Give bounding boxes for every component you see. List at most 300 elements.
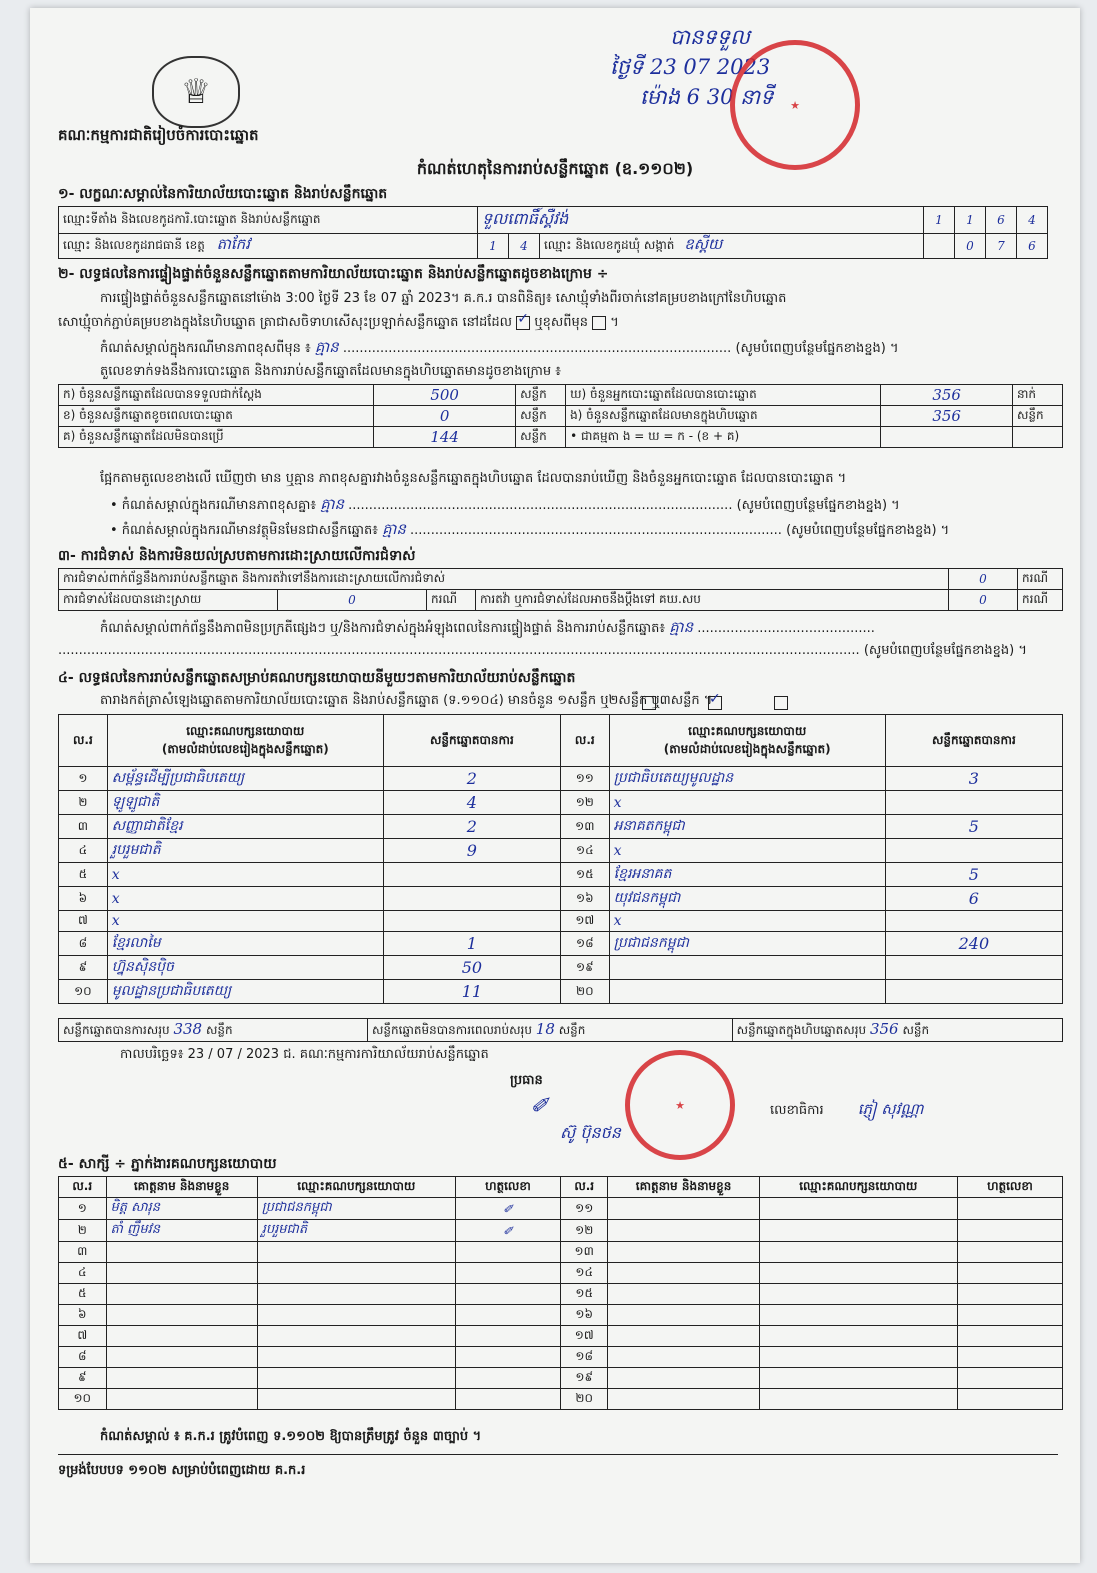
difference-note-label: កំណត់សម្គាល់ក្នុងករណីមានភាពខុសពីមុន ៖	[100, 341, 311, 356]
sheet-count-1-checkbox[interactable]	[642, 696, 656, 710]
total-valid-label: សន្លឹកឆ្នោតបានការសរុប	[63, 1023, 170, 1037]
witness-party	[257, 1305, 455, 1326]
official-stamp-bottom: ★	[625, 1050, 735, 1160]
party-no: ៥	[59, 863, 108, 887]
secretary-line	[770, 1100, 923, 1122]
party-no: ១៣	[560, 815, 609, 839]
complaints-label: ការជំទាស់ពាក់ព័ន្ធនឹងការរាប់សន្លឹកឆ្នោត និងការតវ៉ាទៅនឹងការដោះស្រាយលើការជំទាស់	[59, 569, 949, 590]
witness-name	[608, 1198, 759, 1220]
party-votes: 6	[885, 887, 1062, 911]
party-votes	[885, 839, 1062, 863]
party-votes: 5	[885, 863, 1062, 887]
party-no: ៣	[59, 815, 108, 839]
witness-signature-icon	[455, 1347, 560, 1368]
party-no: ១៧	[560, 911, 609, 932]
witness-name	[106, 1347, 257, 1368]
total-box-value: 356	[869, 1020, 899, 1038]
resolved-value: 0	[278, 590, 427, 611]
witness-signature-icon	[455, 1305, 560, 1326]
location-code-3: 6	[986, 207, 1017, 234]
tally-sheet-text: តារាងកត់ត្រាសំឡេងឆ្នោតតាមការិយាល័យបោះឆ្នោត និងរាប់សន្លឹកឆ្នោត (ទ.១១០៤) មានចំនួន ១សន្លឹក ឬ២សន្លឹក ឬ៣សន្លឹក ។	[100, 693, 713, 708]
fill-hint-4: (សូមបំពេញបន្ថែមផ្នែកខាងខ្នង) ។	[863, 643, 1027, 658]
difference-bullet-value: គ្មាន	[320, 495, 344, 513]
party-name: ប្រជាធិបតេយ្យមូលដ្ឋាន	[609, 767, 885, 791]
witness-col-sign-left: ហត្ថលេខា	[455, 1177, 560, 1198]
witness-table	[58, 1176, 1063, 1410]
sheet-count-3-checkbox-wrap	[774, 692, 788, 711]
complaints-table	[58, 568, 1063, 611]
col-party-right	[609, 715, 885, 767]
witness-signature	[957, 1326, 1062, 1347]
witness-name	[106, 1368, 257, 1389]
witness-signature	[957, 1242, 1062, 1263]
witness-name	[608, 1220, 759, 1242]
count-value-2	[881, 427, 1013, 448]
witness-row	[59, 1305, 1063, 1326]
witness-signature	[957, 1305, 1062, 1326]
count-unit: សន្លឹក	[516, 406, 566, 427]
foreign-object-value: គ្មាន	[382, 520, 406, 538]
witness-party	[759, 1347, 957, 1368]
count-label-2: ឃ) ចំនួនអ្នកបោះឆ្នោតដែលបានបោះឆ្នោត	[566, 385, 881, 406]
party-name: x	[609, 839, 885, 863]
witness-no: ១៩	[560, 1368, 608, 1389]
section1-table	[58, 206, 1048, 259]
party-results-table	[58, 714, 1063, 1004]
witness-signature-icon	[455, 1389, 560, 1410]
difference-note-value: គ្មាន	[314, 338, 339, 356]
section2-heading: ២- លទ្ធផលនៃការផ្ទៀងផ្ទាត់ចំនួនសន្លឹកឆ្នោតតាមការិយាល័យបោះឆ្នោត និងរាប់សន្លឹកឆ្នោតដូចខាងក្រោម ÷	[58, 266, 609, 282]
commune-value: ឧស្ដីយ	[684, 235, 723, 253]
difference-bullet-label: • កំណត់សម្គាល់ក្នុងករណីមានភាពខុសគ្នា៖	[110, 498, 317, 513]
section1-heading: ១- លក្ខណៈសម្គាល់នៃការិយាល័យបោះឆ្នោត និងរាប់សន្លឹកឆ្នោត	[58, 186, 388, 202]
location-value: ទួលពោធិ៍ស្គឺវង់	[478, 207, 924, 234]
chair-signature-icon: ✐	[530, 1094, 549, 1119]
count-value: 0	[374, 406, 516, 427]
witness-col-sign-right: ហត្ថលេខា	[957, 1177, 1062, 1198]
difference-note-line: កំណត់សម្គាល់ក្នុងករណីមានភាពខុសពីមុន ៖ គ្មាន .............................................................................................. (សូមបំពេញបន្ថែមផ្នែកខាងខ្នង) ។	[100, 338, 899, 356]
party-name: ខ្មែរអនាគត	[609, 863, 885, 887]
witness-col-no-right: ល.រ	[560, 1177, 608, 1198]
witness-col-party-right: ឈ្មោះគណបក្សនយោបាយ	[759, 1177, 957, 1198]
party-no: ១៨	[560, 932, 609, 956]
commune-code-3: 6	[1017, 234, 1048, 259]
witness-party: ប្រជាជនកម្ពុជា	[257, 1198, 455, 1220]
count-value: 144	[374, 427, 516, 448]
province-code-2: 4	[509, 234, 540, 259]
party-votes: 11	[383, 980, 560, 1004]
witness-party	[257, 1263, 455, 1284]
witness-col-name-left: គោត្តនាម និងនាមខ្លួន	[106, 1177, 257, 1198]
total-invalid-unit: សន្លឹក	[558, 1023, 586, 1037]
count-label-2: • ជាគម្មតា ង = ឃ = ក - (ខ + គ)	[566, 427, 881, 448]
witness-no: ១៦	[560, 1305, 608, 1326]
party-no: ៦	[59, 887, 108, 911]
nec-emblem-icon: ♕	[152, 56, 240, 128]
irregularity-note-label: កំណត់សម្គាល់ពាក់ព័ន្ធនឹងភាពមិនប្រក្រតីផ្សេងៗ ឬ/និងការជំទាស់ក្នុងអំឡុងពេលនៃការផ្ទៀងផ្ទាត់ និងការរាប់សន្លឹកឆ្នោត៖	[100, 621, 666, 636]
party-name: ហ្វ៊ុនស៊ិនប៉ិច	[107, 956, 383, 980]
witness-col-party-left: ឈ្មោះគណបក្សនយោបាយ	[257, 1177, 455, 1198]
counts-intro: តួលេខទាក់ទងនឹងការបោះឆ្នោត និងការរាប់សន្លឹកឆ្នោតដែលមានក្នុងហិបឆ្នោតមានដូចខាងក្រោម ៖	[100, 364, 561, 379]
witness-signature	[957, 1389, 1062, 1410]
party-name: x	[609, 791, 885, 815]
province-value: តាកែវ	[216, 235, 250, 253]
col-no-left: ល.រ	[59, 715, 108, 767]
witness-party	[257, 1284, 455, 1305]
difference-bullet: • កំណត់សម្គាល់ក្នុងករណីមានភាពខុសគ្នា៖ គ្មាន ............................................................................................. (សូមបំពេញបន្ថែមផ្នែកខាងខ្នង) ។	[110, 495, 900, 513]
form-title: កំណត់ហេតុនៃការរាប់សន្លឹកឆ្នោត (ឧ.១១០២)	[416, 159, 694, 178]
irregularity-fill-line: .................................................................................................................................................................................................. (សូមបំពេញបន្ថែមផ្នែកខាងខ្នង) ។	[58, 643, 1027, 658]
count-unit-2: សន្លឹក	[1012, 406, 1062, 427]
count-row	[59, 385, 1063, 406]
witness-signature-icon	[455, 1368, 560, 1389]
witness-no: ១៨	[560, 1347, 608, 1368]
col-party-left-sub: (តាមលំដាប់លេខរៀងក្នុងសន្លឹកឆ្នោត)	[161, 741, 329, 756]
count-unit: សន្លឹក	[516, 385, 566, 406]
col-party-left	[107, 715, 383, 767]
table-row	[59, 980, 1063, 1004]
party-name: សញ្ញាជាតិខ្មែរ	[107, 815, 383, 839]
party-no: ១៥	[560, 863, 609, 887]
witness-no: ១៤	[560, 1263, 608, 1284]
table-row	[59, 863, 1063, 887]
section3-heading: ៣- ការជំទាស់ និងការមិនយល់ស្របតាមការដោះស្រាយលើការជំទាស់	[58, 548, 416, 564]
witness-row	[59, 1347, 1063, 1368]
witness-signature	[957, 1368, 1062, 1389]
party-name: ខ្មែរលាមៃ	[107, 932, 383, 956]
table-row	[59, 839, 1063, 863]
witness-party	[759, 1263, 957, 1284]
witness-party	[759, 1198, 957, 1220]
verification-text-2: សោឃ្មុំចាក់ភ្ជាប់គម្របខាងក្នុងនៃហិបឆ្នោត ត្រាជាសចិទាហសើសុះប្រឡាក់សន្លឹកឆ្នោត នៅដដែល ✓ ឬខុសពីមុន ។	[58, 314, 619, 333]
witness-party	[759, 1305, 957, 1326]
witness-row	[59, 1389, 1063, 1410]
footer-note: កំណត់សម្គាល់ ៖ គ.ក.រ ត្រូវបំពេញ ទ.១១០២ ឱ្យបានត្រឹមត្រូវ ចំនួន ៣ច្បាប់ ។	[100, 1429, 482, 1444]
witness-name	[608, 1326, 759, 1347]
appeal-unit: ករណី	[1018, 590, 1063, 611]
count-value-2: 356	[881, 406, 1013, 427]
witness-signature-icon	[455, 1263, 560, 1284]
party-votes	[383, 911, 560, 932]
witness-no: ៩	[59, 1368, 107, 1389]
section5-heading: ៥- សាក្សី ÷ ភ្នាក់ងារគណបក្សនយោបាយ	[58, 1156, 277, 1172]
chair-label: ប្រធាន	[510, 1073, 543, 1088]
fill-hint-2: (សូមបំពេញបន្ថែមផ្នែកខាងខ្នង) ។	[736, 498, 900, 513]
witness-no: ២០	[560, 1389, 608, 1410]
witness-name	[608, 1242, 759, 1263]
party-votes	[885, 956, 1062, 980]
witness-name	[106, 1284, 257, 1305]
party-no: ១២	[560, 791, 609, 815]
province-row	[59, 234, 478, 259]
witness-party	[257, 1326, 455, 1347]
totals-table	[58, 1018, 1063, 1042]
witness-no: ១០	[59, 1389, 107, 1410]
party-name	[609, 980, 885, 1004]
table-row	[59, 815, 1063, 839]
party-votes	[885, 911, 1062, 932]
changed-checkbox[interactable]	[592, 316, 606, 330]
witness-party	[759, 1389, 957, 1410]
party-votes	[383, 863, 560, 887]
witness-row	[59, 1368, 1063, 1389]
witness-col-name-right: គោត្តនាម និងនាមខ្លួន	[608, 1177, 759, 1198]
witness-no: ៥	[59, 1284, 107, 1305]
witness-party	[759, 1242, 957, 1263]
witness-name	[608, 1284, 759, 1305]
location-code-2: 1	[955, 207, 986, 234]
witness-name: តាំ ញឹមវន	[106, 1220, 257, 1242]
tally-sheet-line	[100, 692, 712, 711]
table-row	[59, 887, 1063, 911]
location-code-1: 1	[924, 207, 955, 234]
section4-heading: ៤- លទ្ធផលនៃការរាប់សន្លឹកឆ្នោតសម្រាប់គណបក្សនយោបាយនីមួយៗតាមការិយាល័យរាប់សន្លឹកឆ្នោត	[58, 670, 576, 686]
count-label: ក) ចំនួនសន្លឹកឆ្នោតដែលបានទទួលជាក់ស្ដែង	[59, 385, 374, 406]
commune-code-1: 0	[955, 234, 986, 259]
total-valid-unit: សន្លឹក	[205, 1023, 233, 1037]
col-party-right-sub: (តាមលំដាប់លេខរៀងក្នុងសន្លឹកឆ្នោត)	[663, 741, 831, 756]
table-row	[59, 791, 1063, 815]
total-box-unit: សន្លឹក	[902, 1023, 930, 1037]
table-row	[59, 767, 1063, 791]
count-label: គ) ចំនួនសន្លឹកឆ្នោតដែលមិនបានប្រើ	[59, 427, 374, 448]
party-votes	[885, 980, 1062, 1004]
received-time: ម៉ោង 6 30 នាទី	[640, 85, 774, 109]
witness-no: ២	[59, 1220, 107, 1242]
party-votes: 4	[383, 791, 560, 815]
fill-hint-3: (សូមបំពេញបន្ថែមផ្នែកខាងខ្នង) ។	[786, 523, 950, 538]
party-no: ៨	[59, 932, 108, 956]
witness-name	[608, 1368, 759, 1389]
total-box-cell	[732, 1019, 1062, 1042]
sheet-count-1-checkbox-wrap	[642, 692, 656, 711]
table-row	[59, 911, 1063, 932]
witness-signature	[957, 1347, 1062, 1368]
party-name: x	[107, 887, 383, 911]
party-no: ១៩	[560, 956, 609, 980]
witness-signature-icon: ✐	[455, 1220, 560, 1242]
witness-party	[257, 1368, 455, 1389]
party-name: សម្ព័ន្ធដើម្បីប្រជាធិបតេយ្យ	[107, 767, 383, 791]
sheet-count-2-checkbox-wrap	[708, 692, 722, 711]
count-value: 500	[374, 385, 516, 406]
col-votes-right: សន្លឹកឆ្នោតបានការ	[885, 715, 1062, 767]
witness-party	[257, 1389, 455, 1410]
party-votes: 50	[383, 956, 560, 980]
verification-text-2-body: សោឃ្មុំចាក់ភ្ជាប់គម្របខាងក្នុងនៃហិបឆ្នោត ត្រាជាសចិទាហសើសុះប្រឡាក់សន្លឹកឆ្នោត នៅដដែល	[58, 315, 513, 330]
comparison-text: ផ្អែកតាមតួលេខខាងលើ ឃើញថា មាន ឬគ្មាន ភាពខុសគ្នារវាងចំនួនសន្លឹកឆ្នោតក្នុងហិបឆ្នោត ដែលបានរាប់ឃើញ និងចំនួនអ្នកបោះឆ្នោត ដែលបានបោះឆ្នោត ។	[100, 471, 847, 486]
commune-row	[540, 234, 924, 259]
party-name	[609, 956, 885, 980]
counts-table	[58, 384, 1063, 448]
col-votes-left: សន្លឹកឆ្នោតបានការ	[383, 715, 560, 767]
witness-no: ៦	[59, 1305, 107, 1326]
witness-no: ១៣	[560, 1242, 608, 1263]
party-no: ១៦	[560, 887, 609, 911]
party-no: ៤	[59, 839, 108, 863]
party-votes: 240	[885, 932, 1062, 956]
witness-signature-icon: ✐	[455, 1198, 560, 1220]
witness-name	[608, 1263, 759, 1284]
witness-signature	[957, 1198, 1062, 1220]
count-label-2: ង) ចំនួនសន្លឹកឆ្នោតដែលមានក្នុងហិបឆ្នោត	[566, 406, 881, 427]
party-name: ប្រជាជនកម្ពុជា	[609, 932, 885, 956]
count-unit: សន្លឹក	[516, 427, 566, 448]
count-label: ខ) ចំនួនសន្លឹកឆ្នោតខូចពេលបោះឆ្នោត	[59, 406, 374, 427]
witness-no: ៣	[59, 1242, 107, 1263]
party-votes	[885, 791, 1062, 815]
chair-name: ស៊ូ ប៊ុនថន	[560, 1123, 621, 1142]
witness-no: ៤	[59, 1263, 107, 1284]
witness-no: ៨	[59, 1347, 107, 1368]
witness-party	[759, 1284, 957, 1305]
party-name: ឡូឡូជាតិ	[107, 791, 383, 815]
signing-date-line: កាលបរិច្ឆេទ៖ 23 / 07 / 2023 ជ. គណៈកម្មការការិយាល័យរាប់សន្លឹកឆ្នោត	[120, 1047, 489, 1062]
party-votes: 9	[383, 839, 560, 863]
count-unit-2: នាក់	[1012, 385, 1062, 406]
party-no: ១៤	[560, 839, 609, 863]
party-votes: 3	[885, 767, 1062, 791]
witness-row	[59, 1198, 1063, 1220]
official-stamp-top: ★	[730, 40, 860, 170]
witness-row	[59, 1326, 1063, 1347]
commune-code-2: 7	[986, 234, 1017, 259]
count-row	[59, 427, 1063, 448]
total-valid-value: 338	[173, 1020, 203, 1038]
witness-no: ១៥	[560, 1284, 608, 1305]
complaints-value: 0	[949, 569, 1018, 590]
irregularity-note-value: គ្មាន	[669, 618, 694, 636]
witness-signature-icon	[455, 1326, 560, 1347]
col-party-left-title: ឈ្មោះគណបក្សនយោបាយ	[186, 723, 305, 738]
witness-name	[106, 1263, 257, 1284]
witness-no: ១	[59, 1198, 107, 1220]
resolved-unit: ករណី	[427, 590, 476, 611]
witness-party	[257, 1347, 455, 1368]
party-no: ៧	[59, 911, 108, 932]
witness-party	[759, 1326, 957, 1347]
witness-name	[106, 1242, 257, 1263]
total-invalid-value: 18	[535, 1020, 555, 1038]
count-row	[59, 406, 1063, 427]
witness-party	[257, 1242, 455, 1263]
witness-party	[759, 1220, 957, 1242]
witness-party: រួបរួមជាតិ	[257, 1220, 455, 1242]
witness-signature	[957, 1284, 1062, 1305]
party-no: ៩	[59, 956, 108, 980]
foreign-object-bullet: • កំណត់សម្គាល់ក្នុងករណីមានវត្ថុមិនមែនជាសន្លឹកឆ្នោត៖ គ្មាន .......................................................................................... (សូមបំពេញបន្ថែមផ្នែកខាងខ្នង) ។	[110, 520, 950, 538]
changed-label: ឬខុសពីមុន	[534, 315, 588, 330]
witness-name: មិត្ត សារុន	[106, 1198, 257, 1220]
witness-no: ១២	[560, 1220, 608, 1242]
count-unit-2	[1012, 427, 1062, 448]
location-label: ឈ្មោះទីតាំង និងលេខកូដការិ.បោះឆ្នោត និងរាប់សន្លឹកឆ្នោត	[59, 207, 478, 234]
witness-name	[106, 1326, 257, 1347]
complaints-unit: ករណី	[1018, 569, 1063, 590]
count-value-2: 356	[881, 385, 1013, 406]
witness-party	[759, 1368, 957, 1389]
received-date: ថ្ងៃទី 23 07 2023	[610, 55, 771, 79]
party-votes: 1	[383, 932, 560, 956]
witness-row	[59, 1263, 1063, 1284]
sheet-count-3-checkbox[interactable]	[774, 696, 788, 710]
witness-row	[59, 1220, 1063, 1242]
party-name: x	[107, 911, 383, 932]
appeal-value: 0	[949, 590, 1018, 611]
unchanged-checkbox[interactable]	[516, 316, 530, 330]
witness-no: ១៧	[560, 1326, 608, 1347]
witness-name	[608, 1305, 759, 1326]
resolved-label: ការជំទាស់ដែលបានដោះស្រាយ	[59, 590, 278, 611]
fill-hint-1: (សូមបំពេញបន្ថែមផ្នែកខាងខ្នង) ។	[735, 341, 899, 356]
party-votes: 2	[383, 767, 560, 791]
table-row	[59, 956, 1063, 980]
witness-name	[106, 1305, 257, 1326]
party-name: យុវជនកម្ពុជា	[609, 887, 885, 911]
witness-row	[59, 1242, 1063, 1263]
secretary-name: ភ្ញៀ សុវណ្ណា	[857, 1100, 924, 1118]
verification-text-1: ការផ្ទៀងផ្ទាត់ចំនួនសន្លឹកឆ្នោតនៅម៉ោង 3:00 ថ្ងៃទី 23 ខែ 07 ឆ្នាំ 2023។ គ.ក.រ បានពិនិត្យ៖ សោឃ្មុំទាំងពីរចាក់នៅគម្របខាងក្រៅនៃហិបឆ្នោត	[100, 291, 787, 306]
witness-row	[59, 1284, 1063, 1305]
location-code-4: 4	[1017, 207, 1048, 234]
total-valid-cell	[59, 1019, 368, 1042]
irregularity-note: កំណត់សម្គាល់ពាក់ព័ន្ធនឹងភាពមិនប្រក្រតីផ្សេងៗ ឬ/និងការជំទាស់ក្នុងអំឡុងពេលនៃការផ្ទៀងផ្ទាត់ និងការរាប់សន្លឹកឆ្នោត៖ គ្មាន ...........................................	[100, 618, 875, 636]
witness-col-no-left: ល.រ	[59, 1177, 107, 1198]
footer-divider	[58, 1454, 1058, 1455]
witness-name	[608, 1347, 759, 1368]
party-no: ២០	[560, 980, 609, 1004]
witness-no: ១១	[560, 1198, 608, 1220]
form-code: ទម្រង់បែបបទ ១១០២ សម្រាប់បំពេញដោយ គ.ក.រ	[58, 1463, 306, 1478]
party-no: ១	[59, 767, 108, 791]
witness-name	[106, 1389, 257, 1410]
total-box-label: សន្លឹកឆ្នោតក្នុងហិបឆ្នោតសរុប	[736, 1023, 867, 1037]
party-votes: 2	[383, 815, 560, 839]
province-label: ឈ្មោះ និងលេខកូដរាជធានី ខេត្ត	[63, 238, 205, 252]
secretary-label: លេខាធិការ	[770, 1103, 824, 1118]
witness-signature-icon	[455, 1242, 560, 1263]
party-name: រួបរួមជាតិ	[107, 839, 383, 863]
party-name: មូលដ្ឋានប្រជាធិបតេយ្យ	[107, 980, 383, 1004]
party-no: ១០	[59, 980, 108, 1004]
total-invalid-cell	[368, 1019, 733, 1042]
table-row	[59, 932, 1063, 956]
witness-signature	[957, 1263, 1062, 1284]
received-label: បានទទួល	[670, 25, 750, 49]
total-invalid-label: សន្លឹកឆ្នោតមិនបានការពេលរាប់សរុប	[372, 1023, 532, 1037]
col-party-right-title: ឈ្មោះគណបក្សនយោបាយ	[688, 723, 807, 738]
commune-label: ឈ្មោះ និងលេខកូដឃុំ សង្កាត់	[544, 238, 675, 252]
organization-name: គណៈកម្មការជាតិរៀបចំការបោះឆ្នោត	[58, 126, 259, 144]
party-name: អនាគតកម្ពុជា	[609, 815, 885, 839]
witness-no: ៧	[59, 1326, 107, 1347]
party-name: x	[609, 911, 885, 932]
sheet-count-2-checkbox[interactable]	[708, 696, 722, 710]
party-no: ១១	[560, 767, 609, 791]
party-no: ២	[59, 791, 108, 815]
witness-name	[608, 1389, 759, 1410]
province-code-1: 1	[478, 234, 509, 259]
party-votes	[383, 887, 560, 911]
witness-signature-icon	[455, 1284, 560, 1305]
foreign-object-label: • កំណត់សម្គាល់ក្នុងករណីមានវត្ថុមិនមែនជាសន្លឹកឆ្នោត៖	[110, 523, 378, 538]
party-votes: 5	[885, 815, 1062, 839]
witness-signature	[957, 1220, 1062, 1242]
appeal-label: ការតវ៉ា ឬការជំទាស់ដែលអាចនឹងប្ដឹងទៅ គឃ.សប	[476, 590, 949, 611]
col-no-right: ល.រ	[560, 715, 609, 767]
party-name: x	[107, 863, 383, 887]
form-sheet	[30, 8, 1080, 1563]
